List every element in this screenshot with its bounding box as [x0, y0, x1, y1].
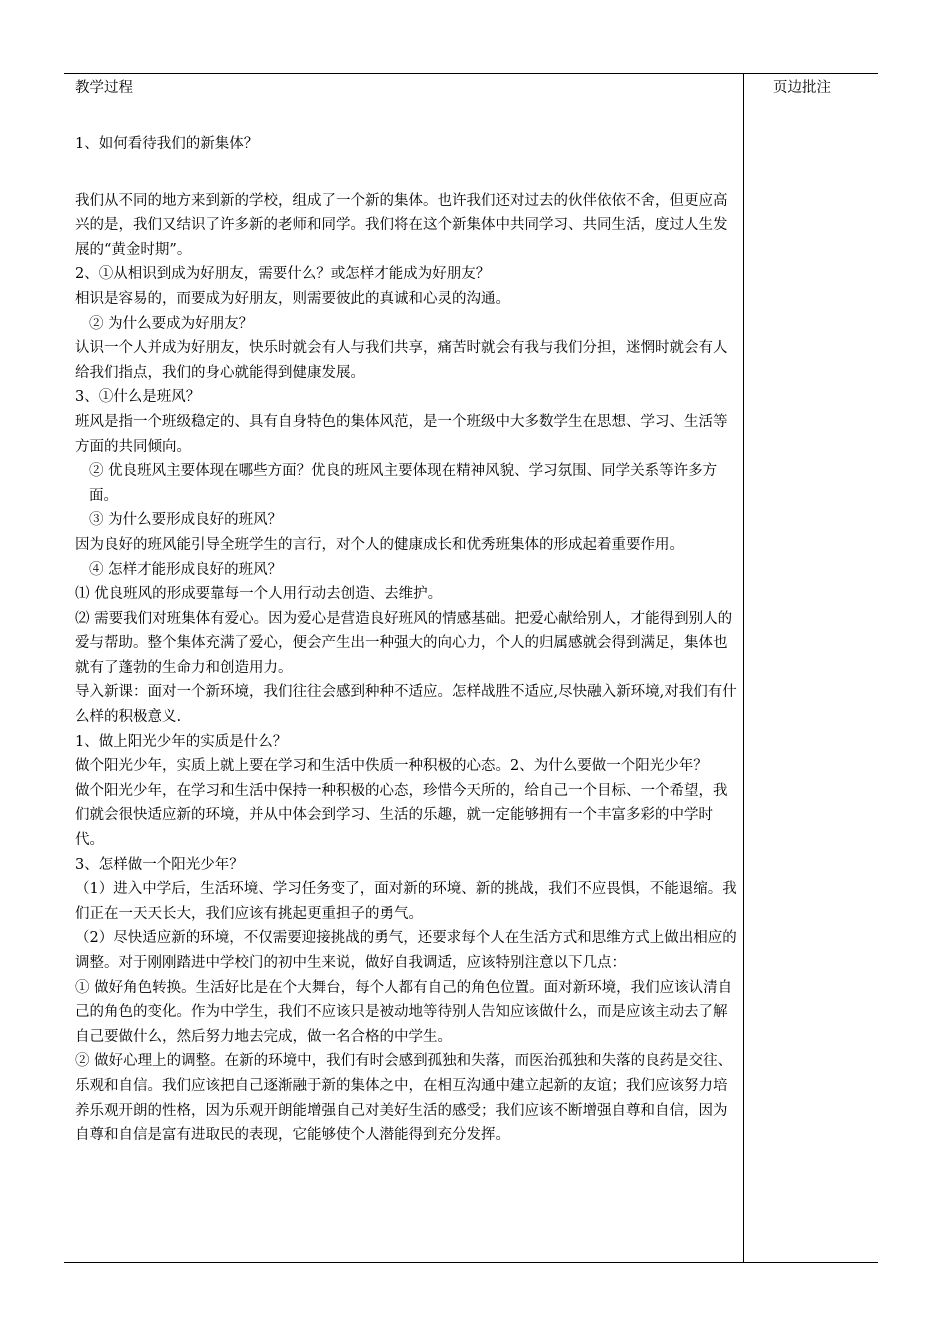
- teaching-content: [75, 132, 739, 1148]
- paragraph: ② 优良班风主要体现在哪些方面？优良的班风主要体现在精神风貌、学习氛围、同学关系等许多方面。: [89, 463, 718, 504]
- question-heading: 1、如何看待我们的新集体？: [75, 136, 259, 152]
- paragraph: ⑵ 需要我们对班集体有爱心。因为爱心是营造良好班风的情感基础。把爱心献给别人，才能得到别人的爱与帮助。整个集体充满了爱心，便会产生出一种强大的向心力，个人的归属感就会得到满足，集体也就有了蓬勃的生命力和创造用力。: [75, 610, 733, 676]
- paragraph: 我们从不同的地方来到新的学校，组成了一个新的集体。也许我们还对过去的伙伴依依不舍，但更应高兴的是，我们又结识了许多新的老师和同学。我们将在这个新集体中共同学习、共同生活，度过人生发展的“黄金时期”。: [75, 192, 728, 258]
- question-heading: 2、①从相识到成为好朋友，需要什么？或怎样才能成为好朋友？: [75, 266, 491, 283]
- paragraph: ⑴ 优良班风的形成要靠每一个人用行动去创造、去维护。: [75, 586, 443, 603]
- teaching-process-heading: 教学过程: [75, 80, 133, 96]
- paragraph: ② 做好心理上的调整。在新的环境中，我们有时会感到孤独和失落，而医治孤独和失落的良药是交往、乐观和自信。我们应该把自己逐渐融于新的集体之中，在相互沟通中建立起新的友谊；我们应该努力培养乐观开朗的性格，因为乐观开朗能增强自己对美好生活的感受；我们应该不断增强自尊和自信，因为自尊和自信是富有进取民的表现，它能够使个人潜能得到充分发挥。: [75, 1053, 733, 1144]
- paragraph: ① 做好角色转换。生活好比是在个大舞台，每个人都有自己的角色位置。面对新环境，我们应该认清自己的角色的变化。作为中学生，我们不应该只是被动地等待别人告知应该做什么，而是应该主动去了解自己要做什么，然后努力地去完成，做一名合格的中学生。: [75, 979, 733, 1045]
- spacer: [75, 157, 739, 189]
- question-heading: 3、①什么是班风？: [75, 389, 201, 406]
- paragraph: 因为良好的班风能引导全班学生的言行，对个人的健康成长和优秀班集体的形成起着重要作用。: [75, 536, 684, 553]
- question-heading: 1、做上阳光少年的实质是什么？: [75, 733, 288, 750]
- column-divider: [743, 73, 744, 1263]
- question-heading: ③ 为什么要形成良好的班风？: [89, 512, 283, 529]
- paragraph: 认识一个人并成为好朋友，快乐时就会有人与我们共享，痛苦时就会有我与我们分担，迷惘时就会有人给我们指点，我们的身心就能得到健康发展。: [75, 340, 728, 381]
- paragraph: 相识是容易的，而要成为好朋友，则需要彼此的真诚和心灵的沟通。: [75, 290, 510, 307]
- paragraph: 班风是指一个班级稳定的、具有自身特色的集体风范，是一个班级中大多数学生在思想、学习、生活等方面的共同倾向。: [75, 413, 728, 455]
- table-top-border: [64, 73, 878, 74]
- question-heading: ② 为什么要成为好朋友？: [89, 315, 254, 332]
- paragraph: （2）尽快适应新的环境，不仅需要迎接挑战的勇气，还要求每个人在生活方式和思维方式上做出相应的调整。对于刚刚踏进中学校门的初中生来说，做好自我调适，应该特别注意以下几点：: [75, 930, 737, 971]
- paragraph: 做个阳光少年，实质上就上要在学习和生活中佚质一种积极的心态。2、为什么要做一个阳光少年？: [75, 758, 708, 775]
- margin-notes-heading: 页边批注: [773, 80, 831, 96]
- question-heading: 3、怎样做一个阳光少年？: [75, 856, 244, 873]
- table-bottom-border: [64, 1262, 878, 1263]
- question-heading: ④ 怎样才能形成良好的班风？: [89, 561, 283, 578]
- paragraph: （1）进入中学后，生活环境、学习任务变了，面对新的环境、新的挑战，我们不应畏惧，不能退缩。我们正在一天天长大，我们应该有挑起更重担子的勇气。: [75, 881, 737, 922]
- paragraph: 导入新课：面对一个新环境，我们往往会感到种种不适应。怎样战胜不适应,尽快融入新环境,对我们有什么样的积极意义.: [75, 684, 737, 726]
- paragraph: 做个阳光少年，在学习和生活中保持一种积极的心态，珍惜今天所的，给自己一个目标、一个希望，我们就会很快适应新的环境，并从中体会到学习、生活的乐趣，就一定能够拥有一个丰富多彩的中学时代。: [75, 782, 728, 849]
